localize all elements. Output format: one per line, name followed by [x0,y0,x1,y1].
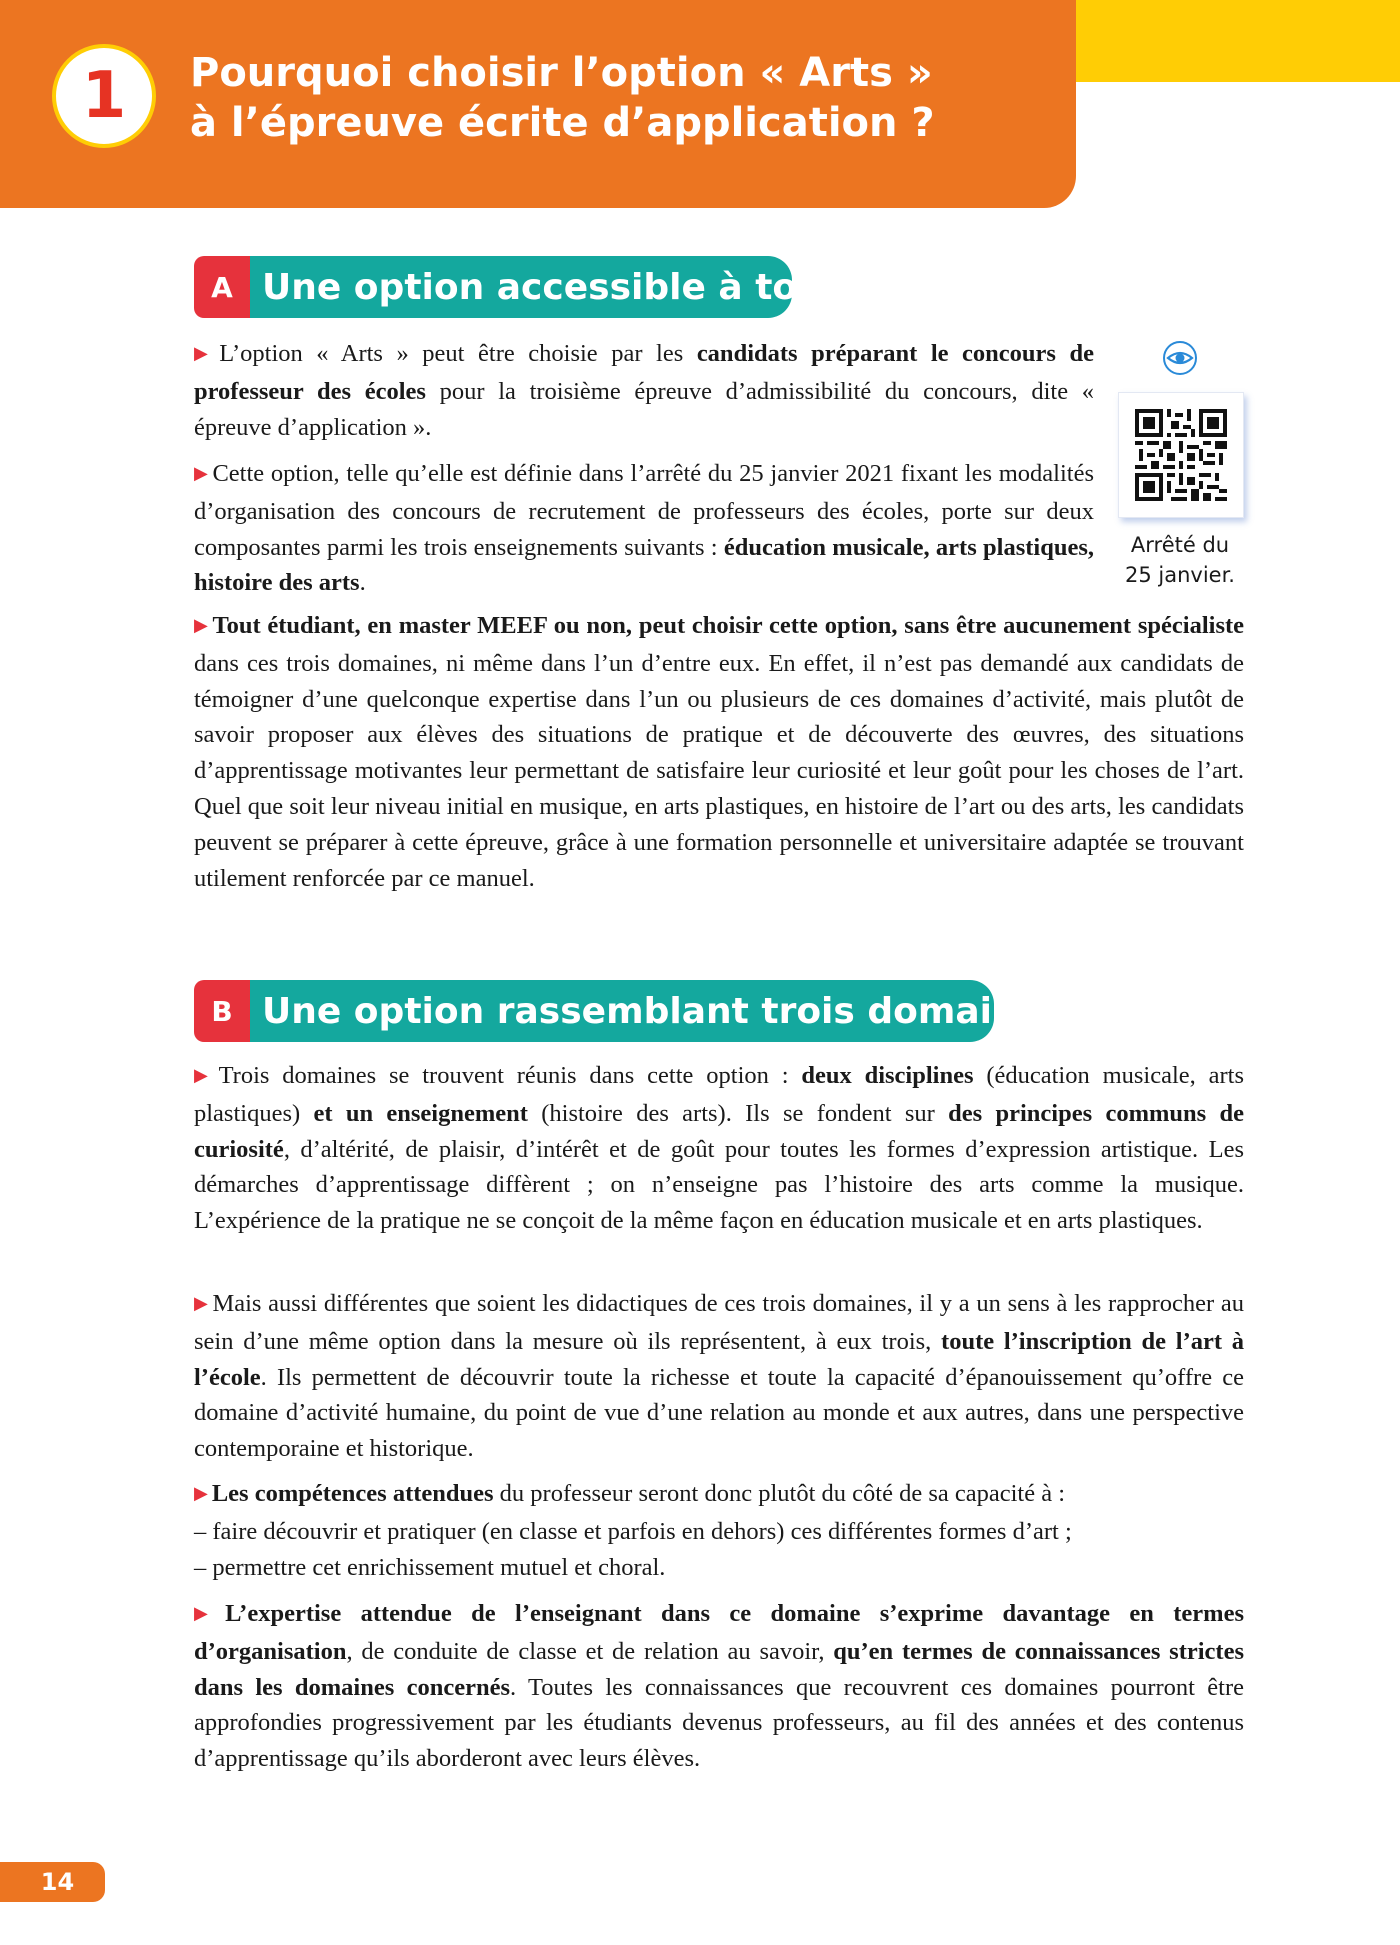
qr-code-image [1135,409,1227,501]
section-b-letter: B [194,980,250,1042]
section-a-paragraph-1: ▶ L’option « Arts » peut être choisie par les candidats préparant le concours de professeur des écoles pour la troisième épreuve d’admissibilité du concours, dite « épreuve d’application ». [194,340,1094,441]
qr-caption: Arrêté du 25 janvier. [1125,533,1235,587]
qr-code-resource[interactable] [1112,340,1248,590]
bullet-arrow-icon: ▶ [194,1483,208,1503]
chapter-number-badge: 1 [52,44,156,148]
bullet-arrow-icon: ▶ [194,615,209,635]
list-item: – faire découvrir et pratiquer (en classe et parfois en dehors) ces différentes formes d’art ; [194,1517,1072,1545]
section-a-letter: A [194,256,250,318]
section-b-heading [194,980,1064,1042]
section-b-title: Une option rassemblant trois domaines [250,980,994,1042]
bullet-arrow-icon: ▶ [194,1603,222,1623]
bullet-arrow-icon: ▶ [194,1293,209,1313]
section-b-paragraph-1: ▶ Trois domaines se trouvent réunis dans cette option : deux disciplines (éducation musicale, arts plastiques) et un enseignement (histoire des arts). Ils se fondent sur des principes communs de curiosité, d’altérité, de plaisir, d’intérêt et de goût pour toutes les formes d’expression artistique. Les démarches d’apprentissage diffèrent ; on n’enseigne pas l’histoire des arts comme la musique. L’expérience de la pratique ne se conçoit de la même façon en éducation musicale et en arts plastiques. [194,1062,1244,1235]
qr-code-card[interactable] [1118,392,1244,518]
bullet-arrow-icon: ▶ [194,343,216,363]
section-a-title: Une option accessible à tous [250,256,792,318]
chapter-title-line-1: Pourquoi choisir l’option « Arts » [190,50,933,96]
page-number: 14 [0,1862,105,1902]
section-b-paragraph-3: ▶ Les compétences attendues du professeur seront donc plutôt du côté de sa capacité à : – faire découvrir et pratiquer (en classe et parfois en dehors) ces différentes formes d’art ; – permettre cet enrichissement mutuel et choral. [194,1480,1072,1581]
section-b-paragraph-2: ▶ Mais aussi différentes que soient les didactiques de ces trois domaines, il y a un sens à les rapprocher au sein d’une même option dans la mesure où ils représentent, à eux trois, toute l’inscription de l’art à l’école. Ils permettent de découvrir toute la richesse et toute la capacité d’épanouissement qu’offre ce domaine d’activité humaine, du point de vue d’une relation au monde et aux autres, dans une perspective contemporaine et historique. [194,1290,1244,1463]
section-b-paragraph-4: ▶ L’expertise attendue de l’enseignant dans ce domaine s’exprime davantage en termes d’organisation, de conduite de classe et de relation au savoir, qu’en termes de connaissances strictes dans les domaines concernés. Toutes les connaissances que recouvrent ces domaines pourront être approfondies progressivement par les étudiants devenus professeurs, au fil des années et des contenus d’apprentissage qu’ils aborderont avec leurs élèves. [194,1600,1245,1773]
section-a-heading [194,256,845,318]
chapter-header [0,0,1076,208]
chapter-title [190,48,1050,148]
list-item: – permettre cet enrichissement mutuel et choral. [194,1553,666,1581]
eye-icon [1162,340,1198,376]
section-a-paragraph-3: ▶ Tout étudiant, en master MEEF ou non, peut choisir cette option, sans être aucunement spécialiste dans ces trois domaines, ni même dans l’un d’entre eux. En effet, il n’est pas demandé aux candidats de témoigner d’une quelconque expertise dans l’un ou plusieurs de ces domaines d’activité, mais plutôt de savoir proposer aux élèves des situations de pratique et de découverte des œuvres, des situations d’apprentissage motivantes leur permettant de satisfaire leur curiosité et leur goût pour les choses de l’art. Quel que soit leur niveau initial en musique, en arts plastiques, en histoire de l’art ou des arts, les candidats peuvent se préparer à cette épreuve, grâce à une formation personnelle et universitaire adaptée se trouvant utilement renforcée par ce manuel. [194,612,1245,892]
decorative-yellow-bar [1076,0,1400,82]
bullet-arrow-icon: ▶ [194,463,209,483]
bullet-arrow-icon: ▶ [194,1065,215,1085]
chapter-title-line-2: à l’épreuve écrite d’application ? [190,100,935,146]
section-a-paragraph-2: ▶ Cette option, telle qu’elle est définie dans l’arrêté du 25 janvier 2021 fixant les modalités d’organisation des concours de recrutement de professeurs des écoles, porte sur deux composantes parmi les trois enseignements suivants : éducation musicale, arts plastiques, histoire des arts. [194,460,1095,597]
